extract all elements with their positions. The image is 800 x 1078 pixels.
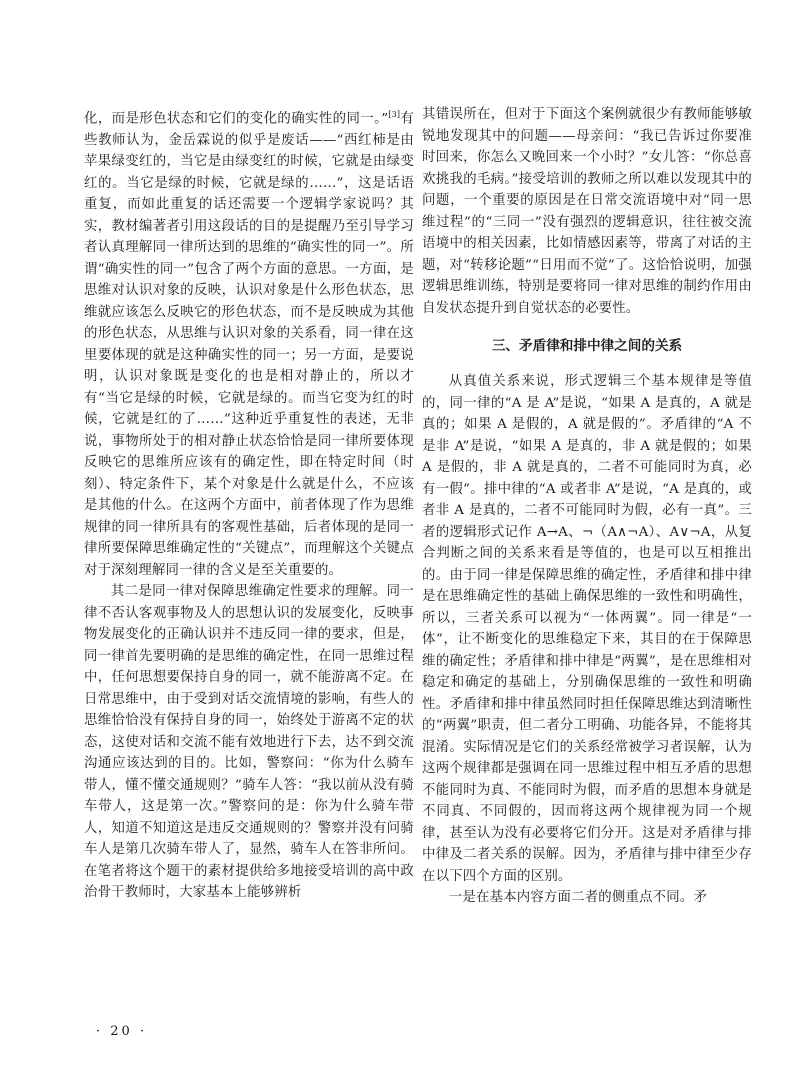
paragraph: 一是在基本内容方面二者的侧重点不同。矛 — [448, 890, 708, 905]
left-column — [84, 104, 414, 904]
section-heading: 三、矛盾律和排中律之间的关系 — [491, 338, 683, 354]
paragraph: 其错误所在，但对于下面这个案例就很少有教师能够敏锐地发现其中的问题——母亲问：“我已告诉过你要准时回来，你怎么又晚回来一个小时？”女儿答：“你总喜欢挑我的毛病。”接受培训的教师之所以难以发现其中的问题，一个重要的原因是在日常交流语境中对“同一思维过程”的“三同一”没有强烈的逻辑意识，往往被交流语境中的相关因素，比如情感因素等，带离了对话的主题，对“转移论题”“日用而不觉”了。这恰恰说明，加强逻辑思维训练，特别是要将同一律对思维的制约作用由自发状态提升到自觉状态的必要性。 — [422, 107, 752, 316]
citation-marker: [3] — [388, 110, 401, 119]
page-number: · 20 · — [96, 1024, 148, 1039]
paragraph: 从真值关系来说，形式逻辑三个基本规律是等值的，同一律的“A 是 A”是说，“如果 A 是真的，A 就是真的；如果 A 是假的，A 就是假的”。矛盾律的“A 不是非 A”是说，“如果 A 是真的，非 A 就是假的；如果 A 是假的，非 A 就是真的，二者不可能同时为真，必有一假”。排中律的“A 或者非 A”是说，“A 是真的，或者非 A 是真的，二者不可能同时为假，必有一真”。三者的逻辑形式记作 A→A、¬（A∧¬A）、A∨¬A，从复合判断之间的关系来看是等值的，也是可以互相推出的。由于同一律是保障思维的确定性，矛盾律和排中律是在思维确定性的基础上确保思维的一致性和明确性，所以，三者关系可以视为“一体两翼”。同一律是“一体”，让不断变化的思维稳定下来，其目的在于保障思维的确定性；矛盾律和排中律是“两翼”，是在思维相对稳定和确定的基础上，分别确保思维的一致性和明确性。矛盾律和排中律虽然同时担任保障思维达到清晰性的“两翼”职责，但二者分工明确、功能各异，不能将其混淆。实际情况是它们的关系经常被学习者误解，认为这两个规律都是强调在同一思维过程中相互矛盾的思想不能同时为真、不能同时为假，而矛盾的思想本身就是不同真、不同假的，因而将这两个规律视为同一个规律，甚至认为没有必要将它们分开。这是对矛盾律与排中律及二者关系的误解。因为，矛盾律与排中律至少存在以下四个方面的区别。 — [422, 374, 752, 884]
paragraph: 化，而是形色状态和它们的变化的确实性的同一。”[3]有些教师认为，金岳霖说的似乎是废话——“西红柿是由苹果绿变红的，当它是由绿变红的时候，它就是由绿变红的。当它是绿的时候，它就是绿的……”，这是话语重复，而如此重复的话还需要一个逻辑学家说吗？其实，教材编著者引用这段话的目的是提醒乃至引导学习者认真理解同一律所达到的思维的“确实性的同一”。所谓“确实性的同一”包含了两个方面的意思。一方面，是思维对认识对象的反映，认识对象是什么形色状态，思维就应该怎么反映它的形色状态，而不是反映成为其他的形色状态，从思维与认识对象的关系看，同一律在这里要体现的就是这种确实性的同一；另一方面，是要说明，认识对象既是变化的也是相对静止的，所以才有“当它是绿的时候，它就是绿的。而当它变为红的时候，它就是红的了……”这种近乎重复性的表述，无非说，事物所处于的相对静止状态恰恰是同一律所要体现反映它的思维所应该有的确定性，即在特定时间（时刻）、特定条件下，某个对象是什么就是什么，不应该是其他的什么。在这两个方面中，前者体现了作为思维规律的同一律所具有的客观性基础，后者体现的是同一律所要保障思维确定性的“关键点”，而理解这个关键点对于深刻理解同一律的含义是至关重要的。 — [84, 110, 415, 578]
paragraph: 其二是同一律对保障思维确定性要求的理解。同一律不否认客观事物及人的思想认识的发展变化，反映事物发展变化的正确认识并不违反同一律的要求，但是，同一律首先要明确的是思维的确定性，在同一思维过程中，任何思想要保持自身的同一，就不能游离不定。在日常思维中，由于受到对话交流情境的影响，有些人的思维恰恰没有保持自身的同一，始终处于游离不定的状态，这使对话和交流不能有效地进行下去，达不到交流沟通应该达到的目的。比如，警察问：“你为什么骑车带人，懂不懂交通规则？”骑车人答：“我以前从没有骑车带人，这是第一次。”警察问的是：你为什么骑车带人，知道不知道这是违反交通规则的？警察并没有问骑车人是第几次骑车带人了，显然，骑车人在答非所问。在笔者将这个题干的素材提供给多地接受培训的高中政治骨干教师时，大家基本上能够辨析 — [84, 584, 414, 901]
right-column — [422, 104, 752, 909]
